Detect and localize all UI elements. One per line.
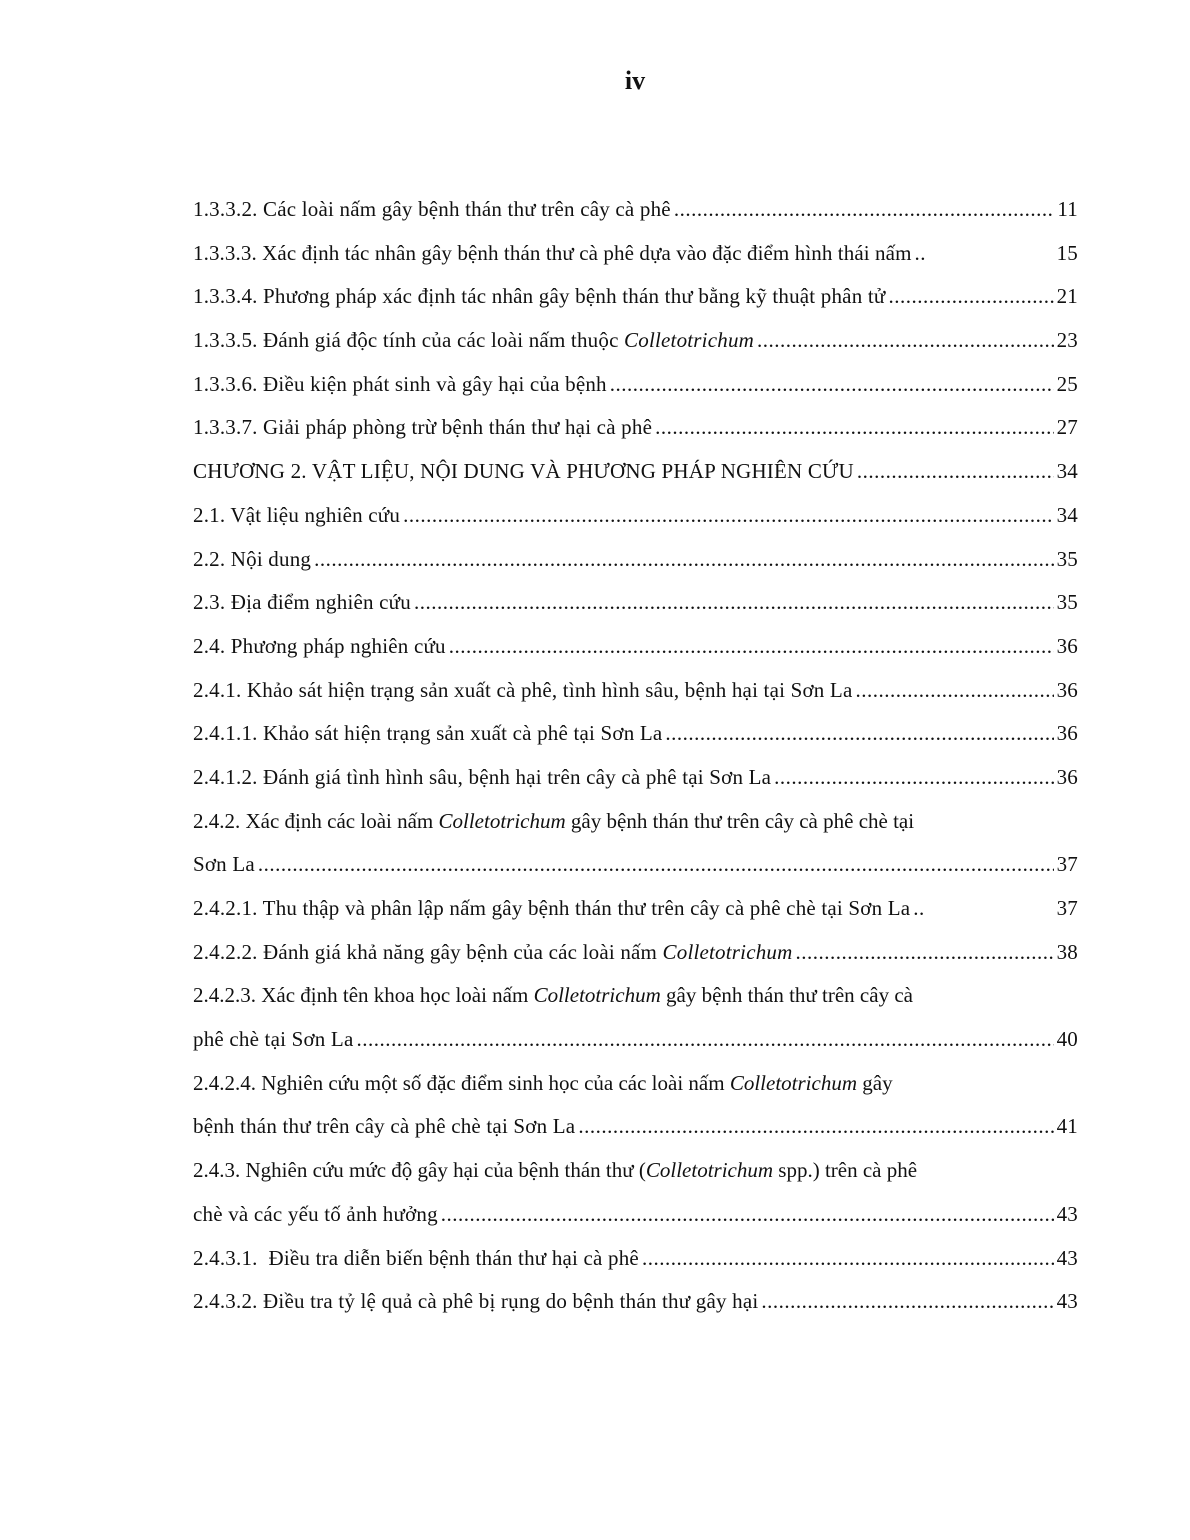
toc-entry-page: 25 bbox=[1056, 371, 1078, 396]
toc-entry-page: 36 bbox=[1056, 764, 1078, 789]
toc-entry-title bbox=[193, 1149, 917, 1193]
toc-entry-line1[interactable] bbox=[193, 974, 1078, 1018]
toc-entry-title bbox=[193, 800, 914, 844]
toc-entry-page: 35 bbox=[1056, 590, 1078, 615]
leader-dots bbox=[655, 406, 1053, 450]
leader-dots bbox=[888, 275, 1053, 319]
toc-entry-title: chè và các yếu tố ảnh hưởng bbox=[193, 1201, 438, 1226]
toc-entry-title-text: 2.4.2. Xác định các loài nấm bbox=[193, 808, 439, 833]
toc-entry-title: 1.3.3.4. Phương pháp xác định tác nhân gây bệnh thán thư bằng kỹ thuật phân tử bbox=[193, 284, 886, 309]
toc-entry-title-italic: Colletotrichum bbox=[624, 328, 755, 353]
toc-entry-title: 1.3.3.7. Giải pháp phòng trừ bệnh thán thư hại cà phê bbox=[193, 415, 653, 440]
toc-entry[interactable] bbox=[193, 581, 1078, 625]
toc-entry[interactable] bbox=[193, 406, 1078, 450]
toc-entry-title-text: 1.3.3.5. Đánh giá độc tính của các loài nấm thuộc bbox=[193, 328, 625, 353]
toc-entry-page: 40 bbox=[1056, 1027, 1078, 1052]
toc-entry-page: 38 bbox=[1056, 939, 1078, 964]
leader-dots bbox=[915, 232, 1054, 276]
leader-dots bbox=[674, 188, 1055, 232]
toc-entry[interactable] bbox=[193, 232, 1078, 276]
toc-entry-line2[interactable] bbox=[193, 1193, 1078, 1237]
toc-entry[interactable] bbox=[193, 494, 1078, 538]
toc-entry[interactable] bbox=[193, 275, 1078, 319]
leader-dots bbox=[314, 538, 1053, 582]
toc-entry-page: 21 bbox=[1056, 284, 1078, 309]
leader-dots bbox=[578, 1105, 1053, 1149]
toc-entry-title: 2.1. Vật liệu nghiên cứu bbox=[193, 502, 401, 527]
toc-entry-line1[interactable] bbox=[193, 1062, 1078, 1106]
toc-entry-page: 37 bbox=[1056, 896, 1078, 920]
leader-dots bbox=[357, 1018, 1054, 1062]
page-number: iv bbox=[624, 66, 646, 95]
toc-entry-page: 43 bbox=[1056, 1289, 1078, 1314]
toc-entry-title bbox=[193, 974, 913, 1018]
toc-entry[interactable] bbox=[193, 319, 1078, 363]
toc-entry-page: 27 bbox=[1056, 415, 1078, 440]
toc-entry-line2[interactable] bbox=[193, 1018, 1078, 1062]
toc-entry-title-text: 2.4.2.4. Nghiên cứu một số đặc điểm sinh học của các loài nấm bbox=[193, 1070, 730, 1095]
toc-entry[interactable] bbox=[193, 1237, 1078, 1281]
toc-entry-title: bệnh thán thư trên cây cà phê chè tại Sơn La bbox=[193, 1114, 576, 1139]
toc-entry[interactable] bbox=[193, 756, 1078, 800]
toc-entry-title: 2.4.1.2. Đánh giá tình hình sâu, bệnh hại trên cây cà phê tại Sơn La bbox=[193, 764, 772, 789]
toc-entry-title: CHƯƠNG 2. VẬT LIỆU, NỘI DUNG VÀ PHƯƠNG PHÁP NGHIÊN CỨU bbox=[193, 459, 854, 484]
toc-entry[interactable] bbox=[193, 1280, 1078, 1324]
toc-entry-title bbox=[193, 319, 754, 363]
leader-dots bbox=[757, 319, 1054, 363]
leader-dots bbox=[610, 363, 1054, 407]
toc-entry-page: 36 bbox=[1056, 677, 1078, 702]
toc-entry-title-text: spp.) trên cà phê bbox=[773, 1158, 918, 1183]
toc-entry-page: 36 bbox=[1056, 721, 1078, 746]
toc-entry-line1[interactable] bbox=[193, 1149, 1078, 1193]
toc-entry-title-text: 2.4.2.2. Đánh giá khả năng gây bệnh của các loài nấm bbox=[193, 939, 663, 964]
toc-entry-title: 1.3.3.2. Các loài nấm gây bệnh thán thư trên cây cà phê bbox=[193, 197, 671, 221]
toc-entry-title bbox=[193, 931, 793, 975]
toc-entry-title: 2.4.1.1. Khảo sát hiện trạng sản xuất cà phê tại Sơn La bbox=[193, 721, 663, 746]
toc-entry-title: 2.4.3.2. Điều tra tỷ lệ quả cà phê bị rụng do bệnh thán thư gây hại bbox=[193, 1289, 759, 1314]
toc-entry-page: 43 bbox=[1056, 1201, 1078, 1226]
leader-dots bbox=[796, 931, 1054, 975]
toc-entry-title-italic: Colletotrichum bbox=[729, 1070, 857, 1095]
toc-entry-line1[interactable] bbox=[193, 800, 1078, 844]
toc-entry-page: 41 bbox=[1056, 1114, 1078, 1139]
leader-dots bbox=[857, 450, 1054, 494]
toc-entry[interactable] bbox=[193, 625, 1078, 669]
leader-dots bbox=[761, 1280, 1053, 1324]
toc-entry[interactable] bbox=[193, 931, 1078, 975]
leader-dots bbox=[449, 625, 1054, 669]
toc-entry-page: 34 bbox=[1056, 502, 1078, 527]
toc-entry[interactable] bbox=[193, 538, 1078, 582]
leader-dots bbox=[642, 1237, 1054, 1281]
toc-entry[interactable] bbox=[193, 669, 1078, 713]
leader-dots bbox=[403, 494, 1054, 538]
toc-entry-title: 2.4.2.1. Thu thập và phân lập nấm gây bệnh thán thư trên cây cà phê chè tại Sơn La bbox=[193, 896, 911, 920]
toc-entry-page: 35 bbox=[1056, 546, 1078, 571]
leader-dots bbox=[414, 581, 1054, 625]
leader-dots bbox=[774, 756, 1053, 800]
toc-entry-title: 1.3.3.6. Điều kiện phát sinh và gây hại của bệnh bbox=[193, 371, 607, 396]
toc-entry[interactable] bbox=[193, 188, 1078, 232]
toc-entry-page: 43 bbox=[1056, 1245, 1078, 1270]
leader-dots bbox=[855, 669, 1053, 713]
toc-entry[interactable] bbox=[193, 450, 1078, 494]
toc-entry-title-text: gây bệnh thán thư trên cây cà bbox=[660, 983, 913, 1008]
toc-entry-title-text: gây bbox=[857, 1070, 893, 1095]
toc-entry-title: 2.4.1. Khảo sát hiện trạng sản xuất cà phê, tình hình sâu, bệnh hại tại Sơn La bbox=[193, 677, 853, 702]
toc-entry-title: 2.3. Địa điểm nghiên cứu bbox=[193, 590, 411, 615]
toc-entry-title: 1.3.3.3. Xác định tác nhân gây bệnh thán thư cà phê dựa vào đặc điểm hình thái nấm bbox=[193, 240, 912, 265]
leader-dots bbox=[665, 712, 1053, 756]
toc-entry[interactable] bbox=[193, 363, 1078, 407]
toc-entry-title-italic: Colletotrichum bbox=[662, 939, 793, 964]
toc-entry-title: 2.4. Phương pháp nghiên cứu bbox=[193, 633, 446, 658]
table-of-contents bbox=[193, 188, 1078, 1324]
toc-entry-page: 15 bbox=[1056, 240, 1078, 265]
toc-entry-title-text: 2.4.2.3. Xác định tên khoa học loài nấm bbox=[193, 983, 534, 1008]
toc-entry-page: 23 bbox=[1056, 328, 1078, 353]
toc-entry-title: 2.2. Nội dung bbox=[193, 546, 312, 571]
leader-dots bbox=[913, 887, 1053, 931]
toc-entry-page: 34 bbox=[1056, 459, 1078, 484]
toc-entry-page: 37 bbox=[1056, 852, 1078, 877]
toc-entry[interactable] bbox=[193, 887, 1078, 931]
toc-entry[interactable] bbox=[193, 712, 1078, 756]
toc-entry-title-italic: Colletotrichum bbox=[533, 983, 661, 1008]
toc-entry-page: 11 bbox=[1057, 197, 1078, 221]
toc-entry-title: Sơn La bbox=[193, 852, 255, 877]
toc-entry-title bbox=[193, 1062, 893, 1106]
toc-entry-title-text: 2.4.3. Nghiên cứu mức độ gây hại của bệnh thán thư ( bbox=[193, 1158, 646, 1183]
toc-entry-page: 36 bbox=[1056, 633, 1078, 658]
toc-entry-title-italic: Colletotrichum bbox=[645, 1158, 774, 1183]
toc-entry-title-italic: Colletotrichum bbox=[438, 808, 566, 833]
toc-entry-title-text: gây bệnh thán thư trên cây cà phê chè tại bbox=[565, 808, 915, 833]
toc-entry-line2[interactable] bbox=[193, 843, 1078, 887]
toc-entry-title: 2.4.3.1. Điều tra diễn biến bệnh thán thư hại cà phê bbox=[193, 1245, 639, 1270]
leader-dots bbox=[441, 1193, 1054, 1237]
toc-entry-line2[interactable] bbox=[193, 1105, 1078, 1149]
toc-entry-title: phê chè tại Sơn La bbox=[193, 1027, 354, 1052]
leader-dots bbox=[258, 843, 1054, 887]
